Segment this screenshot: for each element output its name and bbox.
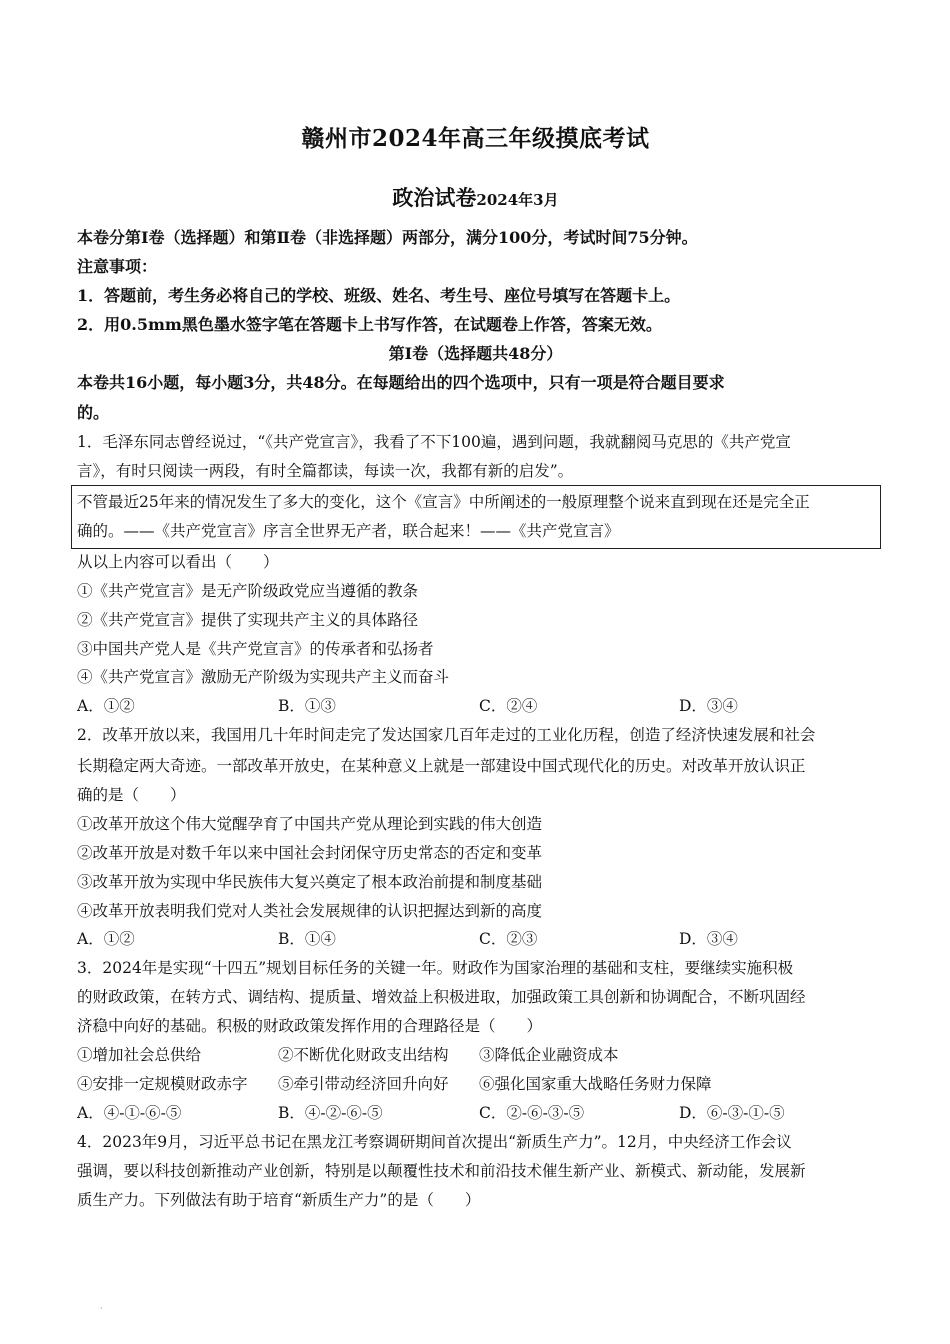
q2-item-4: ④改革开放表明我们党对人类社会发展规律的认识把握达到新的高度 (77, 902, 543, 920)
q2-option-a: A．①② (77, 930, 135, 948)
q1-option-c: C．②④ (479, 697, 538, 715)
footer-dot: · (100, 1304, 103, 1313)
q1-stem-line-1: 1．毛泽东同志曾经说过，“《共产党宣言》，我看了不下100遍，遇到问题，我就翻阅马克思的《共产党宣 (77, 433, 791, 451)
q3-option-a: A．④-①-⑥-⑤ (77, 1104, 182, 1122)
q3-stem-line-3: 济稳中向好的基础。积极的财政政策发挥作用的合理路径是（ ） (77, 1017, 543, 1035)
exam-subtitle (77, 182, 874, 212)
section-desc-line-1: 本卷共16小题，每小题3分，共48分。在每题给出的四个选项中，只有一项是符合题目要求 (77, 373, 725, 392)
q1-item-4: ④《共产党宣言》激励无产阶级为实现共产主义而奋斗 (77, 668, 450, 686)
notice-item-2: 2．用0.5mm黑色墨水签字笔在答题卡上书写作答，在试题卷上作答，答案无效。 (77, 315, 662, 334)
q2-stem-line-3: 确的是（ ） (77, 786, 186, 804)
q1-quote-line-1: 不管最近25年来的情况发生了多大的变化，这个《宣言》中所阐述的一般原理整个说来直到现在还是完全正 (77, 493, 810, 511)
q2-item-2: ②改革开放是对数千年以来中国社会封闭保守历史常态的否定和变革 (77, 844, 543, 862)
exam-date: 2024年3月 (476, 191, 559, 209)
notice-title: 注意事项： (77, 257, 158, 276)
q3-option-b: B．④-②-⑥-⑤ (278, 1104, 383, 1122)
q3-item-3: ③降低企业融资成本 (479, 1046, 619, 1064)
section-heading: 第Ⅰ卷（选择题共48分） (388, 344, 563, 363)
q1-item-2: ②《共产党宣言》提供了实现共产主义的具体路径 (77, 611, 419, 629)
section-desc-line-2: 的。 (77, 403, 110, 422)
notice-item-1: 1．答题前，考生务必将自己的学校、班级、姓名、考生号、座位号填写在答题卡上。 (77, 286, 681, 305)
q3-item-5: ⑤牵引带动经济回升向好 (278, 1075, 449, 1093)
q3-stem-line-1: 3．2024年是实现“十四五”规划目标任务的关键一年。财政作为国家治理的基础和支柱，要继续实施积极 (77, 959, 794, 977)
q3-item-4: ④安排一定规模财政赤字 (77, 1075, 248, 1093)
q2-stem-line-1: 2．改革开放以来，我国用几十年时间走完了发达国家几百年走过的工业化历程，创造了经济快速发展和社会 (77, 726, 816, 744)
q2-item-1: ①改革开放这个伟大觉醒孕育了中国共产党从理论到实践的伟大创造 (77, 815, 543, 833)
q3-item-1: ①增加社会总供给 (77, 1046, 202, 1064)
subject-name: 政治试卷 (392, 185, 477, 210)
exam-intro: 本卷分第Ⅰ卷（选择题）和第Ⅱ卷（非选择题）两部分，满分100分，考试时间75分钟。 (77, 228, 698, 247)
q4-stem-line-3: 质生产力。下列做法有助于培育“新质生产力”的是（ ） (77, 1191, 481, 1209)
q3-option-c: C．②-⑥-③-⑤ (479, 1104, 585, 1122)
q3-item-2: ②不断优化财政支出结构 (278, 1046, 449, 1064)
q3-item-6: ⑥强化国家重大战略任务财力保障 (479, 1075, 712, 1093)
q4-stem-line-2: 强调，要以科技创新推动产业创新，特别是以颠覆性技术和前沿技术催生新产业、新模式、新动能，发展新 (77, 1162, 806, 1180)
q3-option-d: D．⑥-③-①-⑤ (679, 1104, 785, 1122)
q2-option-b: B．①④ (278, 930, 336, 948)
q2-option-d: D．③④ (679, 930, 738, 948)
q1-prompt: 从以上内容可以看出（ ） (77, 553, 279, 571)
q2-item-3: ③改革开放为实现中华民族伟大复兴奠定了根本政治前提和制度基础 (77, 873, 543, 891)
q2-option-c: C．②③ (479, 930, 538, 948)
q1-item-1: ①《共产党宣言》是无产阶级政党应当遵循的教条 (77, 582, 419, 600)
q3-stem-line-2: 的财政政策，在转方式、调结构、提质量、增效益上积极进取，加强政策工具创新和协调配合，不断巩固经 (77, 988, 806, 1006)
q1-option-a: A．①② (77, 697, 135, 715)
q1-quote-line-2: 确的。——《共产党宣言》序言全世界无产者，联合起来！——《共产党宣言》 (77, 522, 620, 540)
q1-stem-line-2: 言》，有时只阅读一两段，有时全篇都读，每读一次，我都有新的启发”。 (77, 462, 574, 480)
q1-option-b: B．①③ (278, 697, 336, 715)
q1-item-3: ③中国共产党人是《共产党宣言》的传承者和弘扬者 (77, 640, 434, 658)
q4-stem-line-1: 4．2023年9月，习近平总书记在黑龙江考察调研期间首次提出“新质生产力”。12月，中央经济工作会议 (77, 1133, 792, 1151)
q2-stem-line-2: 长期稳定两大奇迹。一部改革开放史，在某种意义上就是一部建设中国式现代化的历史。对改革开放认识正 (77, 757, 806, 775)
q1-option-d: D．③④ (679, 697, 738, 715)
exam-title: 赣州市2024年高三年级摸底考试 (301, 125, 650, 152)
